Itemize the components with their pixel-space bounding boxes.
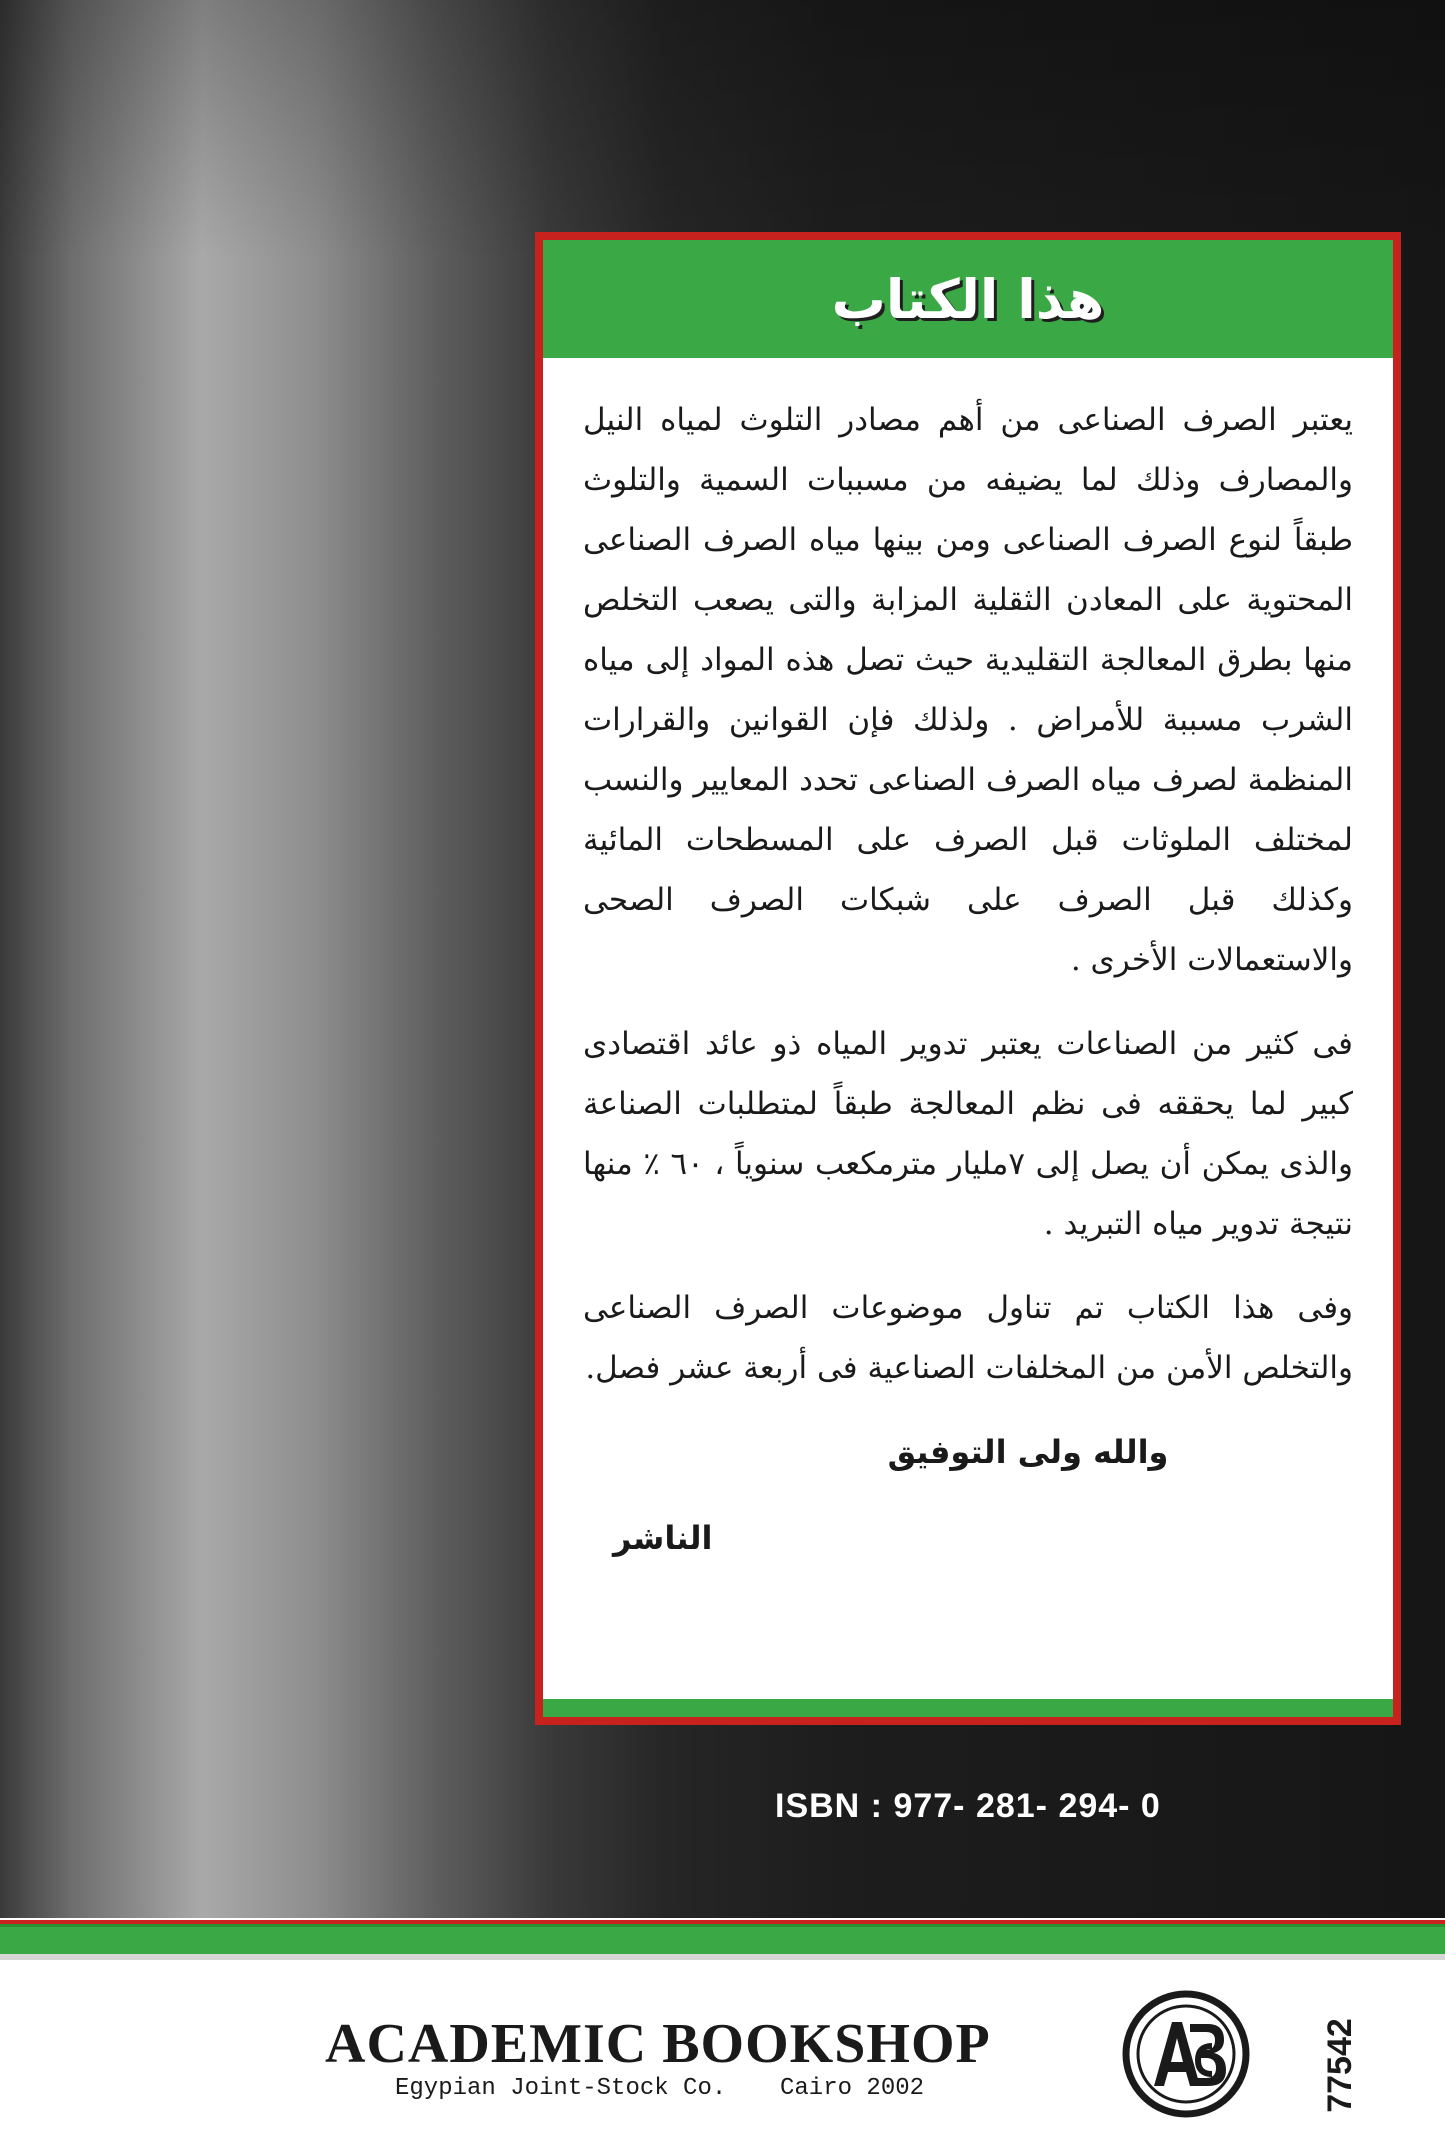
catalog-code xyxy=(1318,2010,1362,2120)
publisher-place-year: Cairo 2002 xyxy=(780,2075,925,2102)
description-header xyxy=(543,240,1393,358)
book-description-frame xyxy=(535,232,1401,1725)
catalog-code-text: 77542 xyxy=(1320,2017,1359,2113)
publisher-logo-icon xyxy=(1120,1988,1252,2120)
cover-shade xyxy=(0,0,1445,260)
closing-phrase: والله ولى التوفيق xyxy=(887,1433,1169,1471)
book-description-panel xyxy=(543,240,1393,1717)
description-footer-band xyxy=(543,1699,1393,1717)
publisher-name: ACADEMIC BOOKSHOP xyxy=(325,2013,991,2075)
band-shadow xyxy=(0,1954,1445,1960)
isbn-number: ISBN : 977- 281- 294- 0 xyxy=(775,1787,1161,1825)
signature-text: الناشر xyxy=(613,1519,713,1557)
description-paragraph-3: وفى هذا الكتاب تم تناول موضوعات الصرف الصناعى والتخلص الأمن من المخلفات الصناعية فى أربعة عشر فصل. xyxy=(583,1290,1353,1386)
description-paragraph-2: فى كثير من الصناعات يعتبر تدوير المياه ذو عائد اقتصادى كبير لما يحققه فى نظم المعالجة طبقاً لمتطلبات الصناعة والذى يمكن أن يصل إلى ٧مليار مترمكعب سنوياً ، ٦٠ ٪ منها نتيجة تدوير مياه التبريد . xyxy=(583,1026,1353,1242)
description-body xyxy=(583,390,1353,1568)
publisher-signature xyxy=(583,1508,1353,1568)
description-paragraph-1: يعتبر الصرف الصناعى من أهم مصادر التلوث لمياه النيل والمصارف وذلك لما يضيفه من مسببات السمية والتلوث طبقاً لنوع الصرف الصناعى ومن بينها مياه الصرف الصناعى المحتوية على المعادن الثقلية المزابة والتى يصعب التخلص منها بطرق المعالجة التقليدية حيث تصل هذه المواد إلى مياه الشرب مسببة للأمراض . ولذلك فإن القوانين والقرارات المنظمة لصرف مياه الصرف الصناعى تحدد المعايير والنسب لمختلف الملوثات قبل الصرف على المسطحات المائية وكذلك قبل الصرف على شبكات الصرف الصحى والاستعمالات الأخرى . xyxy=(583,402,1353,978)
publisher-company: Egypian Joint-Stock Co. xyxy=(395,2075,727,2102)
green-divider-band xyxy=(0,1924,1445,1957)
description-title: هذا الكتاب xyxy=(831,267,1105,331)
